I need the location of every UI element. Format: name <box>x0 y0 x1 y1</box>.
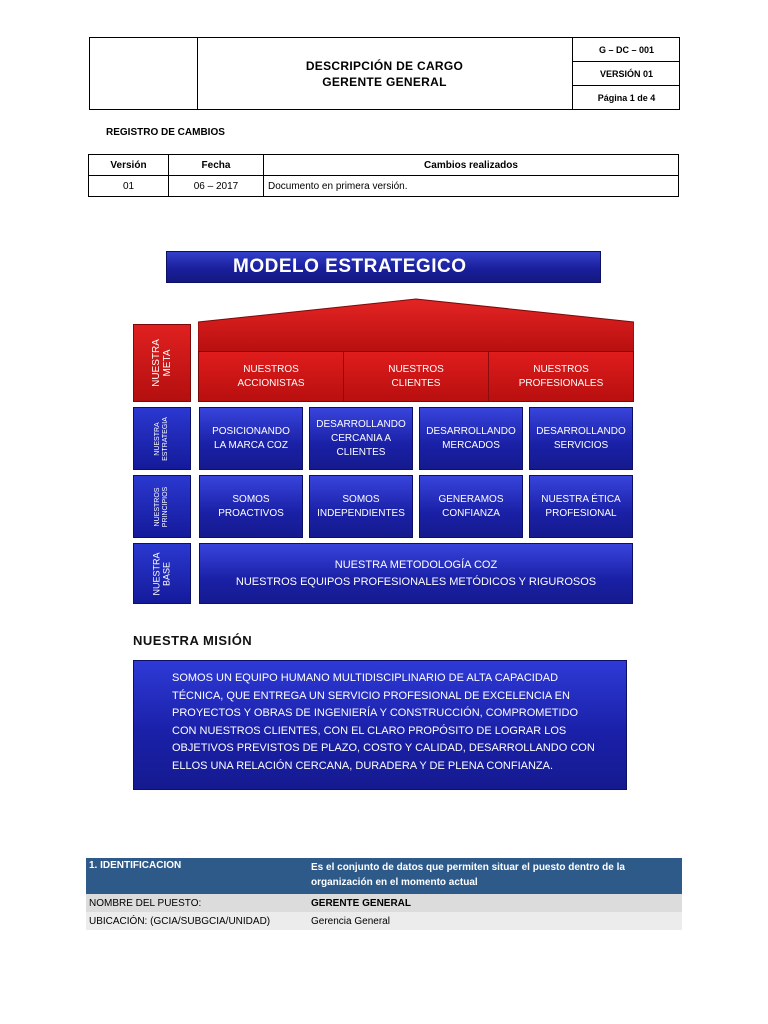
side-label-principles: NUESTROS PRINCIPIOS <box>133 475 191 538</box>
row-label: NOMBRE DEL PUESTO: <box>89 897 202 909</box>
row-date: 06 – 2017 <box>169 176 264 197</box>
strategy-item: DESARROLLANDO CERCANIA A CLIENTES <box>309 407 413 470</box>
identification-header <box>86 858 682 894</box>
row-value: GERENTE GENERAL <box>311 897 412 909</box>
base-box: NUESTRA METODOLOGÍA COZ NUESTROS EQUIPOS PROFESIONALES METÓDICOS Y RIGUROSOS <box>199 543 633 604</box>
side-label-base: NUESTRA BASE <box>133 543 191 604</box>
mission-title: NUESTRA MISIÓN <box>133 633 253 648</box>
table-row <box>86 894 682 912</box>
col-version: Versión <box>89 155 169 176</box>
principle-item: SOMOS PROACTIVOS <box>199 475 303 538</box>
model-title: MODELO ESTRATEGICO <box>166 251 601 283</box>
changes-title: REGISTRO DE CAMBIOS <box>106 127 225 138</box>
mission-box: SOMOS UN EQUIPO HUMANO MULTIDISCIPLINARIO DE ALTA CAPACIDAD TÉCNICA, QUE ENTREGA UN SERVICIO PROFESIONAL DE EXCELENCIA EN PROYECTOS Y OBRAS DE INGENIERÍA Y CONSTRUCCIÓN, COMPROMETIDO CON NUESTROS CLIENTES, CON EL CLARO PROPÓSITO DE LOGRAR LOS OBJETIVOS PREVISTOS DE PLAZO, COSTO Y CALIDAD, DESARROLLANDO CON ELLOS UNA RELACIÓN CERCANA, DURADERA Y DE PLENA CONFIANZA. <box>133 660 627 790</box>
title-line2: GERENTE GENERAL <box>322 74 447 89</box>
title-line1: DESCRIPCIÓN DE CARGO <box>305 58 464 73</box>
meta-item: NUESTROS ACCIONISTAS <box>199 352 344 401</box>
document-header <box>89 37 680 110</box>
document-code: G – DC – 001 <box>573 38 680 62</box>
row-value: Gerencia General <box>311 915 390 927</box>
row-label: UBICACIÓN: (GCIA/SUBGCIA/UNIDAD) <box>89 915 271 927</box>
table-row <box>86 912 682 930</box>
document-version: VERSIÓN 01 <box>573 62 680 86</box>
meta-row <box>198 351 634 402</box>
meta-item: NUESTROS CLIENTES <box>344 352 489 401</box>
principle-item: SOMOS INDEPENDIENTES <box>309 475 413 538</box>
side-label-meta: NUESTRA META <box>133 324 191 402</box>
strategy-item: POSICIONANDO LA MARCA COZ <box>199 407 303 470</box>
page-number: Página 1 de 4 <box>597 92 656 103</box>
principle-item: NUESTRA ÉTICA PROFESIONAL <box>529 475 633 538</box>
side-label-strategy: NUESTRA ESTRATEGIA <box>133 407 191 470</box>
table-row <box>89 176 679 197</box>
identification-table <box>86 858 682 930</box>
identification-description: Es el conjunto de datos que permiten situar el puesto dentro de la organización en el momento actual <box>311 862 625 888</box>
document-title <box>197 38 572 109</box>
roof-shape <box>198 298 634 352</box>
col-date: Fecha <box>169 155 264 176</box>
col-changes: Cambios realizados <box>264 155 679 176</box>
row-version: 01 <box>89 176 169 197</box>
strategy-item: DESARROLLANDO SERVICIOS <box>529 407 633 470</box>
logo-cell <box>90 38 198 109</box>
document-meta <box>572 38 680 109</box>
identification-heading: 1. IDENTIFICACION <box>89 860 182 871</box>
changes-table <box>88 154 679 197</box>
strategy-item: DESARROLLANDO MERCADOS <box>419 407 523 470</box>
meta-item: NUESTROS PROFESIONALES <box>518 363 604 389</box>
principle-item: GENERAMOS CONFIANZA <box>419 475 523 538</box>
row-change: Documento en primera versión. <box>264 176 679 197</box>
